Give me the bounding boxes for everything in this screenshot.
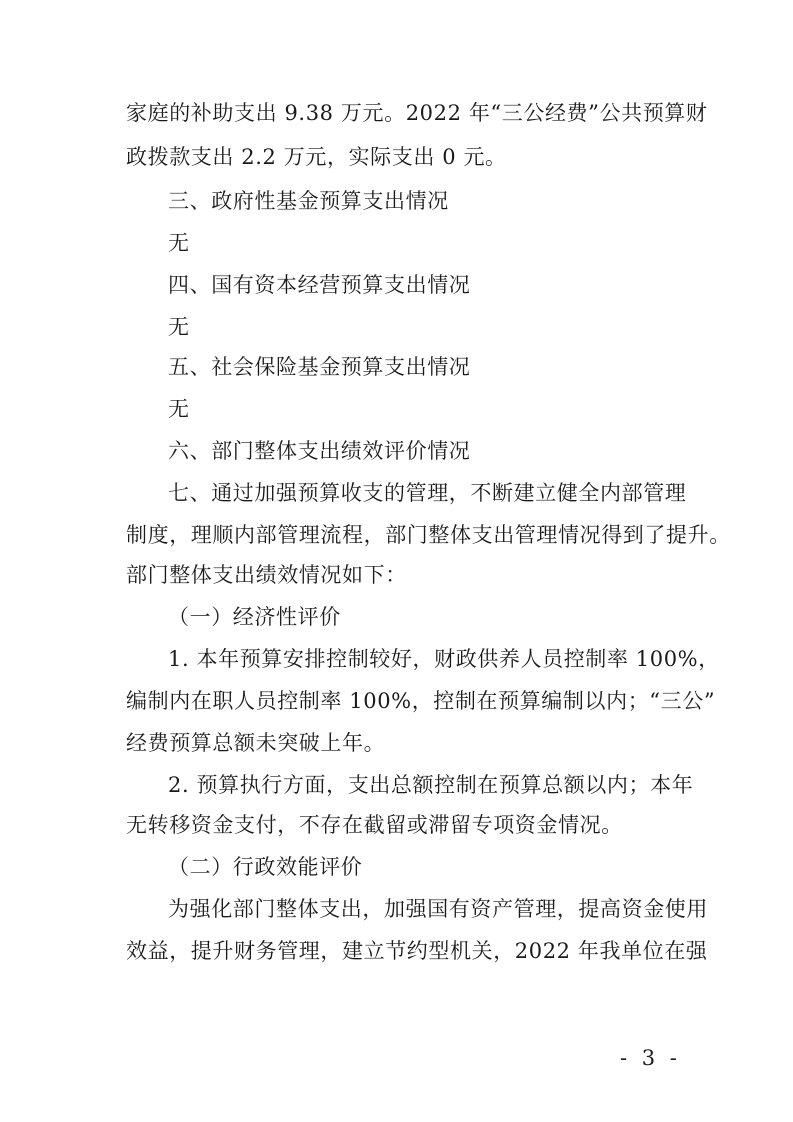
body-text-line: 政拨款支出 2.2 万元，实际支出 0 元。 [126,145,507,169]
body-text-line: 效益，提升财务管理，建立节约型机关，2022 年我单位在强 [126,939,708,963]
body-text-line: 部门整体支出绩效情况如下： [126,563,407,587]
subsection-heading-efficiency: （二）行政效能评价 [168,855,363,879]
section-content-3: 无 [168,231,190,255]
body-text-line: 无转移资金支付，不存在截留或滞留专项资金情况。 [126,813,623,837]
body-text-line: 家庭的补助支出 9.38 万元。2022 年“三公经费”公共预算财 [126,101,708,125]
subsection-heading-economic: （一）经济性评价 [168,605,341,629]
body-text-line: 为强化部门整体支出，加强国有资产管理，提高资金使用 [168,897,708,921]
numbered-paragraph-2: 2. 预算执行方面，支出总额控制在预算总额以内；本年 [168,773,694,797]
section-content-4: 无 [168,315,190,339]
body-text-line: 经费预算总额未突破上年。 [126,731,386,755]
section-heading-7: 七、通过加强预算收支的管理，不断建立健全内部管理 [168,481,687,505]
section-content-5: 无 [168,397,190,421]
body-text-line: 制度，理顺内部管理流程，部门整体支出管理情况得到了提升。 [126,523,731,547]
body-text-line: 编制内在职人员控制率 100%，控制在预算编制以内；“三公” [126,689,716,713]
section-heading-4: 四、国有资本经营预算支出情况 [168,273,471,297]
section-heading-5: 五、社会保险基金预算支出情况 [168,355,471,379]
section-heading-3: 三、政府性基金预算支出情况 [168,189,449,213]
page-number: - 3 - [620,1046,681,1070]
numbered-paragraph-1: 1. 本年预算安排控制较好，财政供养人员控制率 100%， [168,647,720,671]
section-heading-6: 六、部门整体支出绩效评价情况 [168,439,471,463]
